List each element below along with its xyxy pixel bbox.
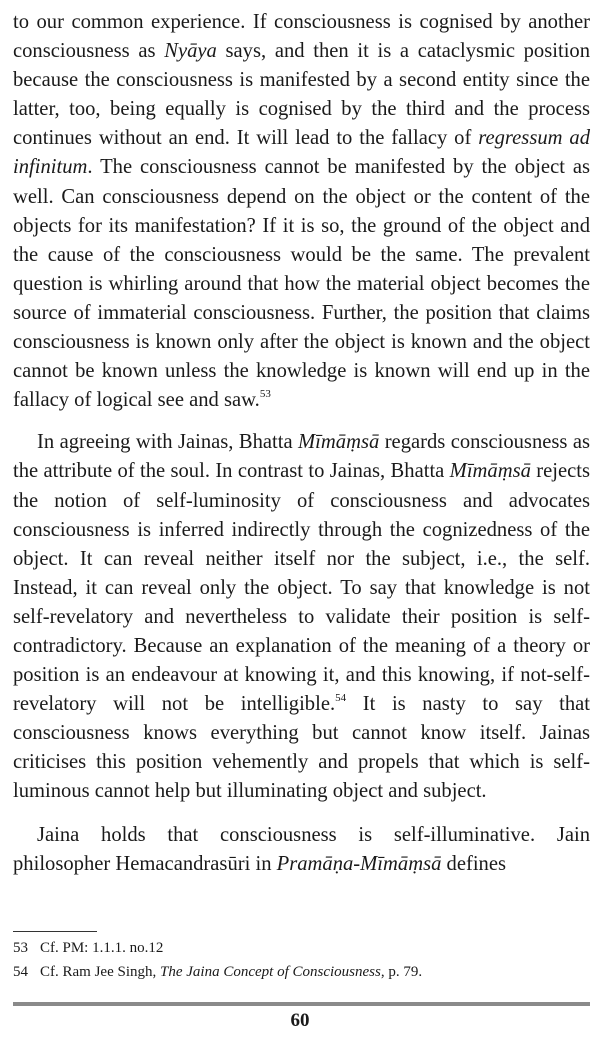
footnote-53: [13, 936, 590, 960]
term-nyaya: Nyāya: [164, 40, 217, 63]
footnote-text: Cf. PM: 1.1.1. no.12: [40, 940, 164, 956]
body-text: [13, 8, 590, 879]
paragraph-3-text-1: Jaina holds that consciousness is self-illuminative. Jain philosopher Hemacandrasūri in: [13, 823, 590, 875]
paragraph-2-text-1: In agreeing with Jainas, Bhatta: [37, 431, 299, 454]
footnote-ref-53: 53: [259, 388, 271, 401]
footnote-text-pre: Cf. Ram Jee Singh,: [40, 964, 160, 980]
term-mimamsa-2: Mīmāṃsā: [449, 460, 531, 483]
paragraph-2: [13, 428, 590, 806]
paragraph-2-text-4: It is nasty to say that consciousness knows everything but cannot know itself. Jainas criticises this position vehemently and propels that which is self-luminous cannot help but illuminating object and subject.: [13, 693, 590, 803]
term-pramana-mimamsa: Pramāṇa-Mīmāṃsā: [276, 852, 442, 875]
term-regressum: regressum ad infinitum: [13, 127, 590, 179]
footnote-number: 54: [13, 964, 28, 980]
term-mimamsa-1: Mīmāṃsā: [298, 431, 380, 454]
paragraph-1: [13, 8, 590, 415]
footnotes: [13, 936, 590, 984]
paragraph-1-text-3: . The consciousness cannot be manifested by the object as well. Can consciousness depend on the object or the content of the objects for its manifestation? If it is so, the ground of the object and the cause of the consciousness would be the same. The prevalent question is whirling around that how the material object becomes the source of immaterial consciousness. Further, the position that claims consciousness is known only after the object is known and the object cannot be known unless the knowledge is known will end up in the fallacy of logical see and saw.: [13, 156, 590, 412]
paragraph-3: [13, 821, 590, 879]
paragraph-2-text-2: regards consciousness as the attribute of the soul. In contrast to Jainas, Bhatta: [13, 431, 590, 483]
page-bottom-rule: [13, 1002, 590, 1006]
footnote-54: [13, 960, 590, 984]
paragraph-1-text-2: says, and then it is a cataclysmic position because the consciousness is manifested by a second entity since the latter, too, being equally is cognised by the third and the process continues without an end. It will lead to the fallacy of: [13, 40, 591, 150]
footnote-number: 53: [13, 940, 28, 956]
footnote-text-post: , p. 79.: [380, 964, 423, 980]
page-number: 60: [290, 1010, 310, 1031]
footnote-book-title: The Jaina Concept of Consciousness: [160, 964, 381, 980]
paragraph-1-text-1: to our common experience. If consciousness is cognised by another consciousness as: [13, 11, 590, 63]
paragraph-3-text-2: defines: [441, 852, 507, 875]
footnote-divider: [13, 931, 97, 932]
paragraph-2-text-3: rejects the notion of self-luminosity of consciousness and advocates consciousness is inferred indirectly through the cognizedness of the object. It can reveal neither itself nor the subject, i.e., the self. Instead, it can reveal only the object. To say that knowledge is not self-revelatory and nevertheless to validate their position is self-contradictory. Because an explanation of the meaning of a theory or position is an endeavour at knowing it, and this knowing, if not-self-revelatory will not be intelligible.: [13, 460, 590, 716]
footnote-ref-54: 54: [335, 692, 347, 705]
